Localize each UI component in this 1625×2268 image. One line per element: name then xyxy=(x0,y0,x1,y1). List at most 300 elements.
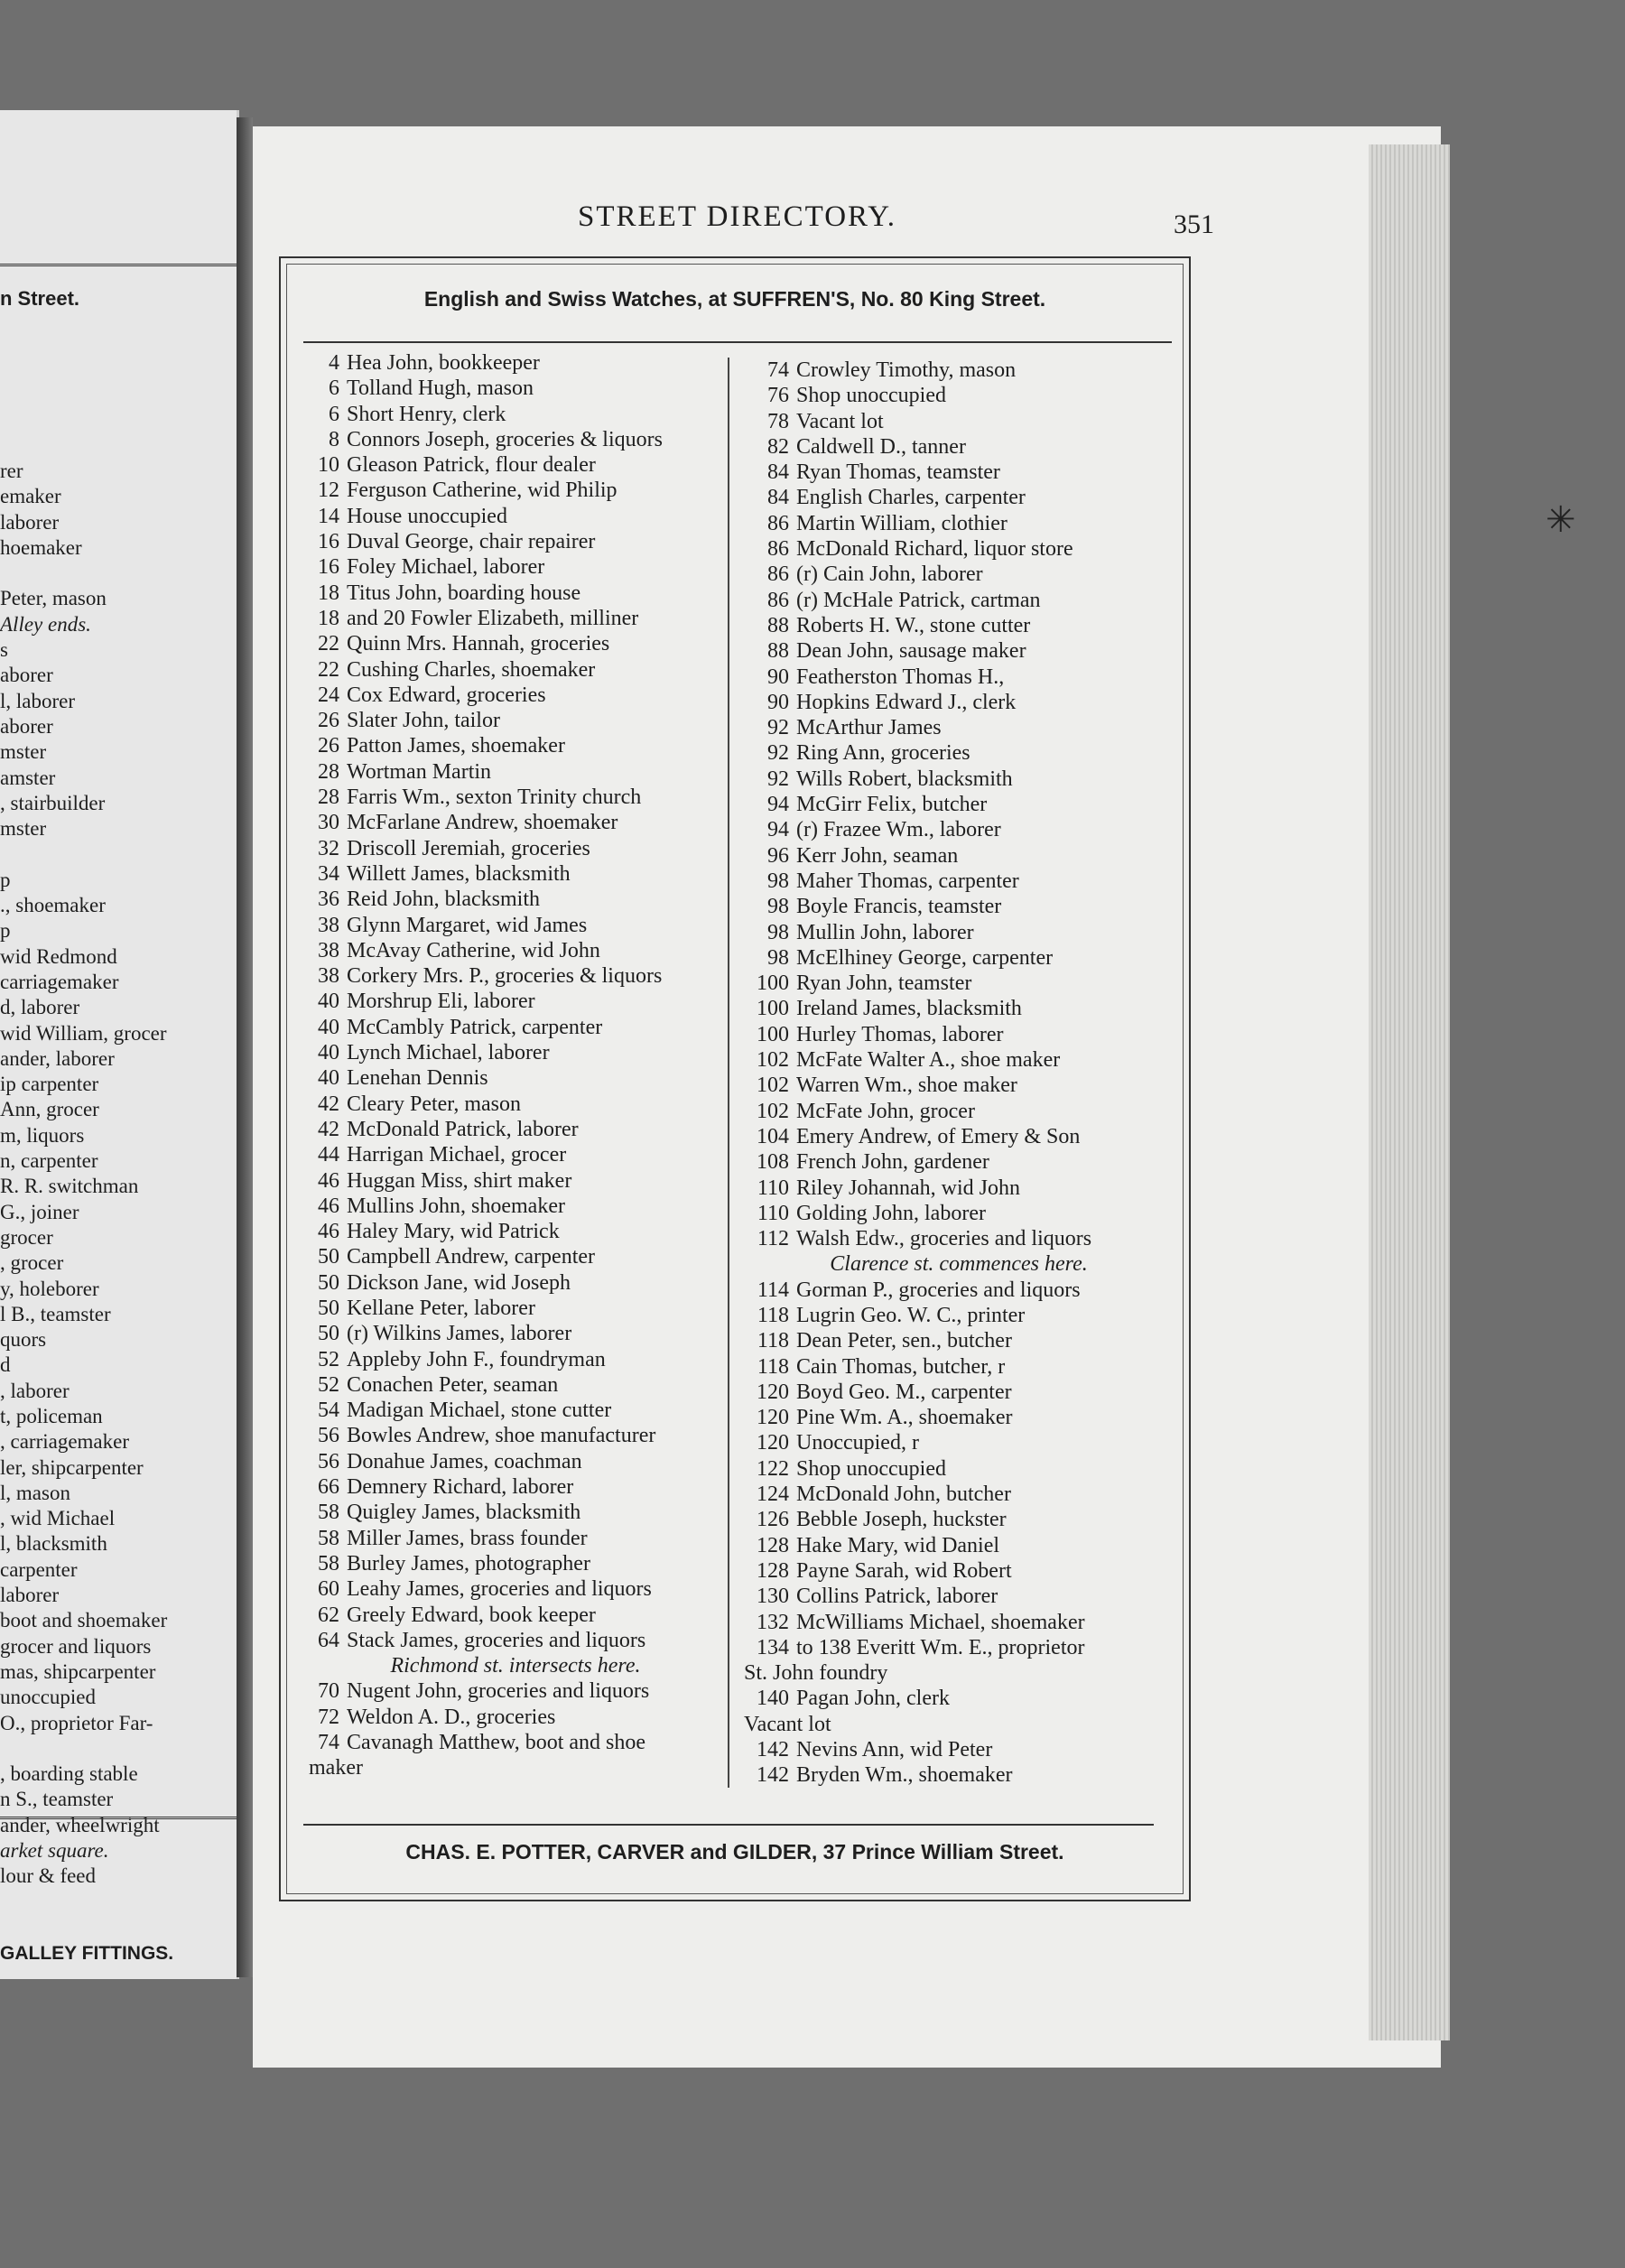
left-page-line: p xyxy=(0,919,11,943)
house-number: 92 xyxy=(767,741,789,766)
directory-entry xyxy=(303,1117,728,1142)
resident-text: Farris Wm., sexton Trinity church xyxy=(347,785,642,810)
left-page-line: ander, laborer xyxy=(0,1046,115,1070)
resident-text: Collins Patrick, laborer xyxy=(796,1585,998,1609)
left-page-line: rer xyxy=(0,460,23,482)
directory-entry xyxy=(733,869,1184,894)
left-header-rule xyxy=(0,264,237,266)
directory-entry xyxy=(303,1270,728,1296)
resident-text: Bowles Andrew, shoe manufacturer xyxy=(347,1424,656,1448)
resident-text: Ryan John, teamster xyxy=(796,971,972,996)
house-number: 88 xyxy=(767,639,789,664)
resident-text: Nugent John, groceries and liquors xyxy=(347,1679,650,1704)
house-number: 92 xyxy=(767,716,789,740)
house-number: 58 xyxy=(318,1551,339,1576)
resident-text: Leahy James, groceries and liquors xyxy=(347,1577,652,1602)
resident-text: Tolland Hugh, mason xyxy=(347,376,534,401)
directory-entry xyxy=(303,1576,728,1602)
house-number: 98 xyxy=(767,869,789,893)
resident-text: Morshrup Eli, laborer xyxy=(347,990,535,1014)
advertisement-top: English and Swiss Watches, at SUFFREN'S, No. 80 King Street. xyxy=(423,287,1046,311)
directory-entry xyxy=(303,810,728,835)
resident-text: Cox Edward, groceries xyxy=(347,683,546,707)
directory-entry xyxy=(303,606,728,631)
directory-entry xyxy=(733,1073,1184,1098)
house-number: 32 xyxy=(318,836,339,860)
resident-text: Dickson Jane, wid Joseph xyxy=(347,1270,571,1295)
page-gutter xyxy=(237,117,253,1977)
resident-text: Haley Mary, wid Patrick xyxy=(347,1220,560,1244)
page-number: 351 xyxy=(1174,209,1214,239)
resident-text: Burley James, photographer xyxy=(347,1551,590,1576)
left-page-line: O., proprietor Far- xyxy=(0,1711,153,1734)
directory-entry xyxy=(303,1015,728,1040)
directory-entry xyxy=(303,554,728,580)
house-number: 40 xyxy=(318,990,339,1014)
note-text: Richmond st. intersects here. xyxy=(390,1654,641,1678)
house-number: 22 xyxy=(318,657,339,682)
resident-text: Shop unoccupied xyxy=(796,384,946,408)
left-page-line: , boarding stable xyxy=(0,1762,138,1786)
house-number: 38 xyxy=(318,964,339,989)
house-number: 128 xyxy=(757,1558,789,1583)
directory-entry xyxy=(733,1380,1184,1405)
house-number: 102 xyxy=(757,1048,789,1073)
directory-entry xyxy=(303,1219,728,1244)
resident-text: Kerr John, seaman xyxy=(796,843,959,868)
resident-text: Slater John, tailor xyxy=(347,709,500,733)
directory-entry xyxy=(303,759,728,785)
house-number: 98 xyxy=(767,945,789,970)
house-number: 134 xyxy=(757,1635,789,1659)
house-number: 28 xyxy=(318,785,339,810)
directory-entry xyxy=(303,1500,728,1525)
previous-page xyxy=(0,110,239,1979)
directory-entry xyxy=(733,1176,1184,1201)
resident-text: Payne Sarah, wid Robert xyxy=(796,1558,1012,1583)
directory-entry xyxy=(733,1660,1184,1686)
house-number: 122 xyxy=(757,1456,789,1481)
directory-entry xyxy=(733,1558,1184,1584)
directory-entry xyxy=(733,843,1184,869)
left-page-line xyxy=(0,841,237,867)
left-page-line: t, policeman xyxy=(0,1404,103,1427)
directory-entry xyxy=(303,529,728,554)
resident-text: Boyd Geo. M., carpenter xyxy=(796,1380,1012,1404)
directory-entry xyxy=(733,1686,1184,1711)
house-number: 50 xyxy=(318,1270,339,1295)
note-text: Clarence st. commences here. xyxy=(830,1252,1088,1277)
directory-entry xyxy=(303,452,728,478)
house-number: 18 xyxy=(318,606,339,630)
house-number: 112 xyxy=(757,1227,789,1251)
house-number: 62 xyxy=(318,1603,339,1627)
resident-text: Conachen Peter, seaman xyxy=(347,1372,559,1397)
directory-entry xyxy=(733,511,1184,536)
directory-entry xyxy=(733,1047,1184,1073)
resident-text: Quigley James, blacksmith xyxy=(347,1501,581,1525)
house-number: 102 xyxy=(757,1099,789,1123)
house-number: 120 xyxy=(757,1406,789,1430)
directory-entry xyxy=(303,1603,728,1628)
directory-entry xyxy=(303,1168,728,1194)
directory-entry xyxy=(733,588,1184,613)
street-note xyxy=(303,1653,728,1678)
house-number: 14 xyxy=(318,504,339,528)
left-page-header: n Street. xyxy=(0,287,80,310)
left-page-line: lour & feed xyxy=(0,1864,97,1888)
left-page-line: R. R. switchman xyxy=(0,1175,139,1198)
directory-entry xyxy=(733,536,1184,562)
left-page-line: Peter, mason xyxy=(0,587,107,610)
left-page-line: wid Redmond xyxy=(0,944,117,968)
resident-text: McFate John, grocer xyxy=(796,1099,975,1123)
resident-text: (r) Frazee Wm., laborer xyxy=(796,818,1001,842)
resident-text: Vacant lot xyxy=(796,409,884,433)
house-number: 72 xyxy=(318,1705,339,1729)
resident-text: Warren Wm., shoe maker xyxy=(796,1074,1017,1098)
house-number: 26 xyxy=(318,734,339,758)
left-page-line: ander, wheelwright xyxy=(0,1813,160,1836)
resident-text: Hea John, bookkeeper xyxy=(347,351,540,375)
directory-entry xyxy=(733,1278,1184,1303)
resident-text: Vacant lot xyxy=(744,1712,831,1736)
directory-entry xyxy=(733,1507,1184,1532)
resident-text: Greely Edward, book keeper xyxy=(347,1603,596,1627)
left-page-footer: GALLEY FITTINGS. xyxy=(0,1943,174,1964)
resident-text: McDonald John, butcher xyxy=(796,1483,1011,1507)
left-page-line: mster xyxy=(0,817,47,841)
house-number: 84 xyxy=(767,486,789,510)
resident-text: Quinn Mrs. Hannah, groceries xyxy=(347,632,610,656)
directory-entry xyxy=(733,613,1184,638)
left-page-line: Ann, grocer xyxy=(0,1098,99,1121)
house-number: 6 xyxy=(329,376,339,401)
column-divider xyxy=(728,358,729,1788)
house-number: 10 xyxy=(318,453,339,478)
directory-entry xyxy=(303,836,728,861)
directory-entry xyxy=(733,715,1184,740)
house-number: 38 xyxy=(318,938,339,962)
house-number: 64 xyxy=(318,1628,339,1652)
left-page-line: ., shoemaker xyxy=(0,894,106,917)
left-page-line: laborer xyxy=(0,1584,60,1607)
directory-entry xyxy=(733,1737,1184,1762)
house-number: 120 xyxy=(757,1380,789,1404)
left-page-line: y, holeborer xyxy=(0,1277,99,1300)
directory-entry xyxy=(733,1584,1184,1609)
resident-text: Hurley Thomas, laborer xyxy=(796,1022,1004,1046)
house-number: 6 xyxy=(329,402,339,426)
resident-text: Stack James, groceries and liquors xyxy=(347,1628,646,1652)
left-column xyxy=(303,350,728,1781)
directory-entry xyxy=(303,1321,728,1346)
house-number: 90 xyxy=(767,690,789,714)
directory-entry xyxy=(733,740,1184,766)
resident-text: Ferguson Catherine, wid Philip xyxy=(347,479,618,503)
directory-entry xyxy=(303,1296,728,1321)
resident-text: Boyle Francis, teamster xyxy=(796,895,1002,919)
resident-text: Weldon A. D., groceries xyxy=(347,1705,556,1729)
resident-text: St. John foundry xyxy=(744,1661,888,1686)
left-page-line: n, carpenter xyxy=(0,1149,98,1173)
resident-text: French John, gardener xyxy=(796,1150,989,1175)
left-page-line: boot and shoemaker xyxy=(0,1609,168,1632)
house-number: 50 xyxy=(318,1322,339,1346)
resident-text: McCambly Patrick, carpenter xyxy=(347,1015,603,1039)
left-page-line: amster xyxy=(0,766,56,789)
house-number: 46 xyxy=(318,1168,339,1193)
resident-text: McWilliams Michael, shoemaker xyxy=(796,1610,1085,1634)
house-number: 54 xyxy=(318,1399,339,1423)
resident-text: Ring Ann, groceries xyxy=(796,741,970,766)
house-number: 86 xyxy=(767,562,789,587)
house-number: 58 xyxy=(318,1526,339,1550)
directory-entry xyxy=(733,485,1184,510)
page-edges xyxy=(1369,144,1450,2040)
directory-entry xyxy=(733,1226,1184,1251)
house-number: 82 xyxy=(767,434,789,459)
directory-entry xyxy=(733,383,1184,408)
resident-text: Short Henry, clerk xyxy=(347,402,506,426)
resident-text: Connors Joseph, groceries & liquors xyxy=(347,427,663,451)
house-number: 98 xyxy=(767,895,789,919)
directory-entry xyxy=(733,1303,1184,1328)
directory-entry xyxy=(303,733,728,758)
house-number: 46 xyxy=(318,1194,339,1218)
resident-text: and 20 Fowler Elizabeth, milliner xyxy=(347,606,639,630)
directory-entry xyxy=(303,1705,728,1730)
directory-entry xyxy=(733,996,1184,1021)
directory-entry xyxy=(303,1040,728,1065)
house-number: 52 xyxy=(318,1347,339,1371)
house-number: 50 xyxy=(318,1296,339,1320)
house-number: 86 xyxy=(767,537,789,562)
directory-entry xyxy=(303,657,728,683)
house-number: 78 xyxy=(767,409,789,433)
house-number: 102 xyxy=(757,1074,789,1098)
house-number: 92 xyxy=(767,767,789,791)
directory-entry xyxy=(303,1372,728,1398)
directory-entry xyxy=(303,1678,728,1704)
left-page-line: ip carpenter xyxy=(0,1073,99,1096)
resident-text: maker xyxy=(309,1756,363,1780)
left-page-line: grocer xyxy=(0,1225,53,1249)
left-page-line: laborer xyxy=(0,510,60,534)
resident-text: Corkery Mrs. P., groceries & liquors xyxy=(347,964,663,989)
house-number: 8 xyxy=(329,427,339,451)
directory-entry xyxy=(303,402,728,427)
resident-text: English Charles, carpenter xyxy=(796,486,1026,510)
resident-text: Roberts H. W., stone cutter xyxy=(796,613,1031,637)
house-number: 140 xyxy=(757,1687,789,1711)
resident-text: Cushing Charles, shoemaker xyxy=(347,657,596,682)
left-page-line: quors xyxy=(0,1328,47,1352)
house-number: 24 xyxy=(318,683,339,707)
left-page-line: wid William, grocer xyxy=(0,1021,167,1045)
left-page-line: arket square. xyxy=(0,1839,109,1863)
house-number: 94 xyxy=(767,793,789,817)
left-page-line: l B., teamster xyxy=(0,1302,111,1325)
resident-text: Caldwell D., tanner xyxy=(796,434,966,459)
directory-entry xyxy=(733,638,1184,664)
directory-entry xyxy=(303,1398,728,1423)
directory-entry xyxy=(303,1347,728,1372)
resident-text: Lugrin Geo. W. C., printer xyxy=(796,1303,1026,1327)
resident-text: Walsh Edw., groceries and liquors xyxy=(796,1227,1092,1251)
house-number: 118 xyxy=(757,1303,789,1327)
left-page-line: m, liquors xyxy=(0,1123,85,1147)
house-number: 114 xyxy=(757,1278,789,1302)
left-page-line: unoccupied xyxy=(0,1686,97,1709)
directory-entry xyxy=(733,1201,1184,1226)
house-number: 142 xyxy=(757,1738,789,1762)
left-page-line: G., joiner xyxy=(0,1200,79,1223)
house-number: 12 xyxy=(318,479,339,503)
house-number: 96 xyxy=(767,843,789,868)
resident-text: Huggan Miss, shirt maker xyxy=(347,1168,572,1193)
house-number: 100 xyxy=(757,971,789,996)
resident-text: Pine Wm. A., shoemaker xyxy=(796,1406,1013,1430)
resident-text: (r) Wilkins James, laborer xyxy=(347,1322,572,1346)
directory-entry xyxy=(733,894,1184,919)
house-number: 100 xyxy=(757,997,789,1021)
house-number: 42 xyxy=(318,1117,339,1141)
house-number: 94 xyxy=(767,818,789,842)
resident-text: Mullins John, shoemaker xyxy=(347,1194,565,1218)
directory-entry xyxy=(733,1354,1184,1380)
left-page-line: grocer and liquors xyxy=(0,1634,152,1658)
resident-text: Emery Andrew, of Emery & Son xyxy=(796,1124,1081,1148)
resident-text: Gorman P., groceries and liquors xyxy=(796,1278,1081,1302)
resident-text: (r) Cain John, laborer xyxy=(796,562,983,587)
house-number: 98 xyxy=(767,920,789,944)
directory-entry xyxy=(303,1628,728,1653)
house-number: 34 xyxy=(318,861,339,886)
house-number: 40 xyxy=(318,1015,339,1039)
directory-entry xyxy=(733,817,1184,842)
resident-text: McAvay Catherine, wid John xyxy=(347,938,600,962)
resident-text: Unoccupied, r xyxy=(796,1431,919,1455)
directory-entry xyxy=(733,920,1184,945)
left-page-line: l, blacksmith xyxy=(0,1532,107,1556)
resident-text: Titus John, boarding house xyxy=(347,581,581,605)
directory-entry xyxy=(303,427,728,452)
house-number: 66 xyxy=(318,1475,339,1500)
house-number: 110 xyxy=(757,1176,789,1200)
house-number: 118 xyxy=(757,1329,789,1353)
resident-text: Hake Mary, wid Daniel xyxy=(796,1533,1000,1557)
house-number: 44 xyxy=(318,1143,339,1167)
house-number: 100 xyxy=(757,1022,789,1046)
left-page-line: ler, shipcarpenter xyxy=(0,1455,144,1479)
directory-entry xyxy=(733,1022,1184,1047)
left-page-line: , stairbuilder xyxy=(0,791,106,814)
left-page-line: mster xyxy=(0,740,47,764)
directory-entry xyxy=(303,785,728,810)
directory-entry xyxy=(303,708,728,733)
resident-text: Maher Thomas, carpenter xyxy=(796,869,1019,893)
directory-entry xyxy=(303,963,728,989)
resident-text: Ryan Thomas, teamster xyxy=(796,460,1000,485)
house-number: 40 xyxy=(318,1066,339,1091)
resident-text: Wortman Martin xyxy=(347,759,492,784)
resident-text: McFarlane Andrew, shoemaker xyxy=(347,811,618,835)
house-number: 142 xyxy=(757,1763,789,1788)
directory-entry xyxy=(733,1610,1184,1635)
directory-entry xyxy=(733,1430,1184,1455)
directory-entry xyxy=(733,1533,1184,1558)
resident-text: Cain Thomas, butcher, r xyxy=(796,1354,1006,1379)
house-number: 50 xyxy=(318,1245,339,1269)
resident-text: Bryden Wm., shoemaker xyxy=(796,1763,1013,1788)
resident-text: Foley Michael, laborer xyxy=(347,555,545,580)
resident-text: Lenehan Dennis xyxy=(347,1066,488,1091)
resident-text: Pagan John, clerk xyxy=(796,1687,950,1711)
directory-entry xyxy=(733,1405,1184,1430)
advertisement-bottom: CHAS. E. POTTER, CARVER and GILDER, 37 Prince William Street. xyxy=(405,1840,1064,1864)
house-number: 126 xyxy=(757,1508,789,1532)
directory-entry xyxy=(733,690,1184,715)
directory-entry xyxy=(303,1423,728,1448)
resident-text: Campbell Andrew, carpenter xyxy=(347,1245,596,1269)
house-number: 46 xyxy=(318,1220,339,1244)
house-number: 90 xyxy=(767,665,789,689)
house-number: 16 xyxy=(318,555,339,580)
left-page-line: , wid Michael xyxy=(0,1507,116,1530)
house-number: 4 xyxy=(329,351,339,375)
house-number: 42 xyxy=(318,1092,339,1116)
house-number: 86 xyxy=(767,511,789,535)
resident-text: Bebble Joseph, huckster xyxy=(796,1508,1007,1532)
house-number: 108 xyxy=(757,1150,789,1175)
resident-text: McFate Walter A., shoe maker xyxy=(796,1048,1061,1073)
house-number: 58 xyxy=(318,1501,339,1525)
left-page-line: carriagemaker xyxy=(0,970,119,993)
directory-entry xyxy=(733,1762,1184,1788)
directory-entry xyxy=(303,1551,728,1576)
resident-text: Mullin John, laborer xyxy=(796,920,974,944)
left-page-line: , grocer xyxy=(0,1251,64,1275)
directory-entry xyxy=(303,861,728,887)
left-page-line: l, mason xyxy=(0,1481,70,1504)
directory-entry xyxy=(303,350,728,376)
house-number: 16 xyxy=(318,530,339,554)
resident-text: Kellane Peter, laborer xyxy=(347,1296,535,1320)
left-page-line: aborer xyxy=(0,714,53,738)
resident-text: Cavanagh Matthew, boot and shoe xyxy=(347,1731,646,1755)
resident-text: Cleary Peter, mason xyxy=(347,1092,521,1116)
directory-entry xyxy=(733,1456,1184,1482)
resident-text: Featherston Thomas H., xyxy=(796,665,1005,689)
house-number: 132 xyxy=(757,1610,789,1634)
resident-text: Crowley Timothy, mason xyxy=(796,358,1017,382)
directory-entry xyxy=(733,1099,1184,1124)
directory-entry xyxy=(303,887,728,912)
street-note xyxy=(733,1251,1184,1277)
directory-entry xyxy=(733,665,1184,690)
left-page-line: d xyxy=(0,1353,11,1377)
resident-text: Duval George, chair repairer xyxy=(347,530,596,554)
resident-text: Willett James, blacksmith xyxy=(347,861,571,886)
resident-text: Dean Peter, sen., butcher xyxy=(796,1329,1012,1353)
left-footer-rule xyxy=(0,1817,237,1819)
resident-text: Patton James, shoemaker xyxy=(347,734,565,758)
directory-entry xyxy=(733,1482,1184,1507)
resident-text: McGirr Felix, butcher xyxy=(796,793,988,817)
house-number: 30 xyxy=(318,811,339,835)
directory-entry xyxy=(303,581,728,606)
